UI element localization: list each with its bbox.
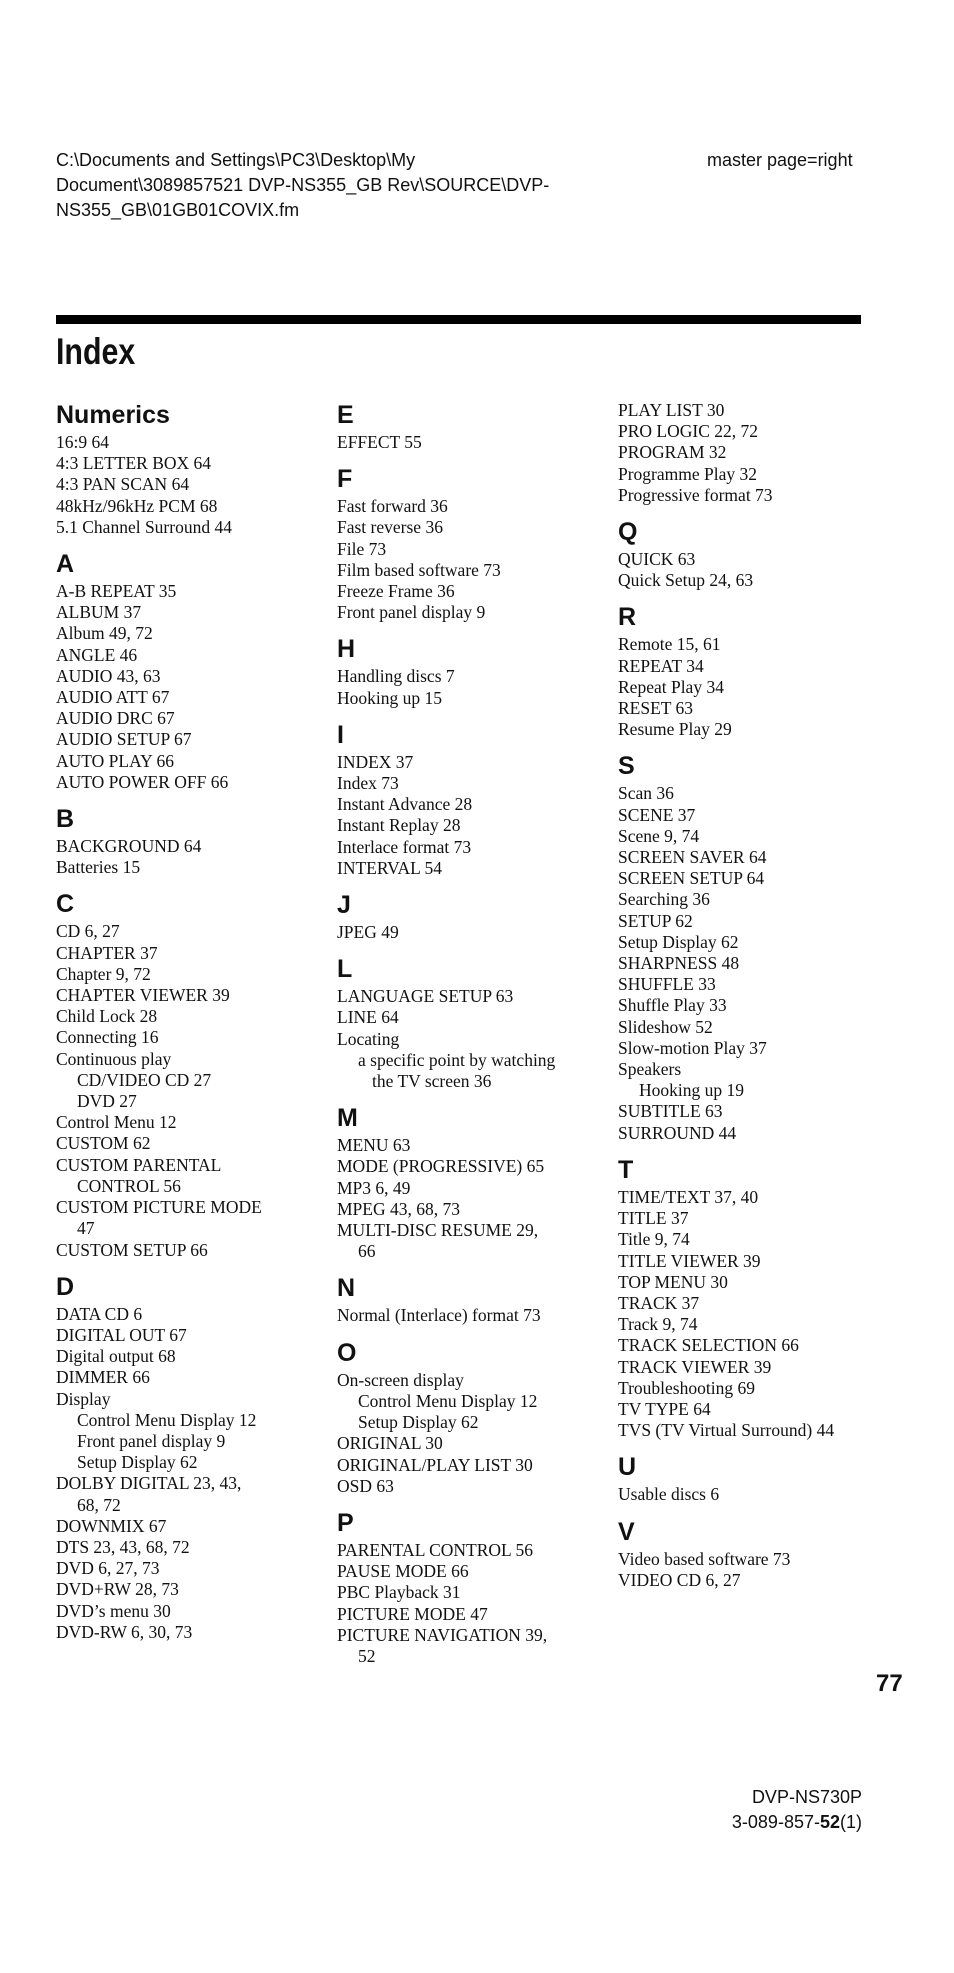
index-entry: TITLE 37 — [618, 1208, 689, 1229]
index-entry: Front panel display 9 — [77, 1430, 226, 1451]
index-entry: ALBUM 37 — [56, 602, 142, 623]
index-entry: SCREEN SETUP 64 — [618, 868, 765, 889]
section-heading: F — [337, 465, 353, 494]
index-entry: File 73 — [337, 538, 387, 559]
section-heading: M — [337, 1104, 358, 1133]
index-entry: Video based software 73 — [618, 1548, 791, 1569]
index-entry: SHUFFLE 33 — [618, 974, 716, 995]
index-entry: AUDIO SETUP 67 — [56, 729, 192, 750]
index-entry: AUTO PLAY 66 — [56, 750, 174, 771]
index-entry: Remote 15, 61 — [618, 634, 721, 655]
index-entry: Troubleshooting 69 — [618, 1377, 755, 1398]
index-entry: PROGRAM 32 — [618, 442, 727, 463]
index-entry: Instant Advance 28 — [337, 794, 473, 815]
index-entry: AUDIO 43, 63 — [56, 665, 161, 686]
index-entry: a specific point by watching — [358, 1049, 556, 1070]
index-entry: Usable discs 6 — [618, 1484, 720, 1505]
index-entry: CHAPTER 37 — [56, 942, 158, 963]
index-entry: 48kHz/96kHz PCM 68 — [56, 495, 218, 516]
index-entry: Programme Play 32 — [618, 463, 758, 484]
index-entry: DTS 23, 43, 68, 72 — [56, 1536, 190, 1557]
index-entry: Fast forward 36 — [337, 496, 448, 517]
index-section — [337, 890, 602, 943]
index-entry: LANGUAGE SETUP 63 — [337, 986, 514, 1007]
index-section — [56, 1272, 321, 1643]
index-entry: Resume Play 29 — [618, 719, 732, 740]
index-entry: CUSTOM PARENTAL — [56, 1154, 222, 1175]
index-entry: DIMMER 66 — [56, 1367, 150, 1388]
index-entry: Film based software 73 — [337, 559, 501, 580]
index-entry: RESET 63 — [618, 698, 694, 719]
index-entry: the TV screen 36 — [372, 1071, 492, 1092]
index-entry: TV TYPE 64 — [618, 1398, 711, 1419]
section-heading: T — [618, 1155, 634, 1184]
index-entry: Progressive format 73 — [618, 484, 773, 505]
index-entry: TOP MENU 30 — [618, 1271, 728, 1292]
section-heading: P — [337, 1508, 354, 1537]
index-entry: Shuffle Play 33 — [618, 995, 727, 1016]
index-entry: 47 — [77, 1218, 95, 1239]
index-entry: MENU 63 — [337, 1135, 411, 1156]
index-entry: MPEG 43, 68, 73 — [337, 1198, 460, 1219]
index-entry: TITLE VIEWER 39 — [618, 1250, 761, 1271]
index-column-1 — [56, 400, 321, 1654]
index-entry: 4:3 LETTER BOX 64 — [56, 453, 212, 474]
index-entry: SHARPNESS 48 — [618, 953, 740, 974]
index-section — [618, 1452, 883, 1505]
index-entry: AUDIO DRC 67 — [56, 708, 175, 729]
footer-model: DVP-NS730P — [751, 1787, 862, 1807]
index-entry: QUICK 63 — [618, 549, 696, 570]
footer — [732, 1785, 862, 1835]
index-entry: Quick Setup 24, 63 — [618, 570, 754, 591]
index-entry: ANGLE 46 — [56, 644, 138, 665]
index-entry: BACKGROUND 64 — [56, 836, 202, 857]
section-heading: N — [337, 1274, 356, 1303]
index-entry: TRACK VIEWER 39 — [618, 1356, 772, 1377]
index-entry: Searching 36 — [618, 889, 710, 910]
index-entry: Slideshow 52 — [618, 1016, 713, 1037]
index-entry: Fast reverse 36 — [337, 517, 443, 538]
index-entry: CONTROL 56 — [77, 1175, 181, 1196]
index-entry: CD/VIDEO CD 27 — [77, 1069, 212, 1090]
index-entry: Digital output 68 — [56, 1346, 176, 1367]
index-entry: DIGITAL OUT 67 — [56, 1324, 187, 1345]
index-section — [618, 517, 883, 591]
header-file-path — [56, 148, 616, 223]
index-entry: Normal (Interlace) format 73 — [337, 1305, 541, 1326]
index-entry: LINE 64 — [337, 1007, 399, 1028]
index-section — [56, 400, 321, 538]
section-heading: I — [337, 720, 344, 749]
index-entry: PARENTAL CONTROL 56 — [337, 1539, 533, 1560]
index-entry: PICTURE MODE 47 — [337, 1603, 488, 1624]
index-entry: ORIGINAL 30 — [337, 1433, 443, 1454]
index-entry: SCREEN SAVER 64 — [618, 847, 767, 868]
index-entry: TIME/TEXT 37, 40 — [618, 1186, 759, 1207]
index-entry: Setup Display 62 — [618, 931, 739, 952]
index-entry: Connecting 16 — [56, 1027, 159, 1048]
index-entry: Chapter 9, 72 — [56, 963, 151, 984]
index-entry: DVD 6, 27, 73 — [56, 1558, 160, 1579]
index-entry: PBC Playback 31 — [337, 1582, 461, 1603]
header-path-line: C:\Documents and Settings\PC3\Desktop\My — [56, 150, 416, 170]
index-entry: On-screen display — [337, 1369, 464, 1390]
footer-code-suffix: (1) — [840, 1812, 862, 1832]
page-number: 77 — [876, 1670, 903, 1697]
index-section — [337, 464, 602, 623]
index-entry: Track 9, 74 — [618, 1314, 698, 1335]
section-heading: A — [56, 550, 75, 579]
index-entry: Locating — [337, 1028, 400, 1049]
index-entry: TRACK SELECTION 66 — [618, 1335, 799, 1356]
index-column-3 — [618, 400, 883, 1602]
section-heading: D — [56, 1272, 75, 1301]
index-entry: OSD 63 — [337, 1475, 394, 1496]
index-entry: ORIGINAL/PLAY LIST 30 — [337, 1454, 533, 1475]
index-entry: Front panel display 9 — [337, 602, 486, 623]
index-section — [56, 549, 321, 793]
index-entry: PICTURE NAVIGATION 39, — [337, 1624, 548, 1645]
section-heading: V — [618, 1517, 635, 1546]
index-entry: MULTI-DISC RESUME 29, — [337, 1220, 539, 1241]
index-entry: Scan 36 — [618, 783, 674, 804]
index-section — [337, 1273, 602, 1326]
index-entry: CUSTOM PICTURE MODE — [56, 1197, 262, 1218]
index-entry: Index 73 — [337, 773, 399, 794]
index-entry: Freeze Frame 36 — [337, 581, 455, 602]
index-entry: EFFECT 55 — [337, 432, 422, 452]
index-entry: Instant Replay 28 — [337, 815, 461, 836]
index-entry: MP3 6, 49 — [337, 1177, 411, 1198]
index-entry: TRACK 37 — [618, 1292, 700, 1313]
index-entry: Interlace format 73 — [337, 836, 472, 857]
index-entry: Display — [56, 1388, 111, 1409]
index-entry: DVD 27 — [77, 1091, 137, 1112]
index-entry: Scene 9, 74 — [618, 825, 700, 846]
index-entry: JPEG 49 — [337, 922, 399, 943]
index-entry: 5.1 Channel Surround 44 — [56, 516, 232, 537]
index-entry: CD 6, 27 — [56, 921, 120, 942]
index-entry: DVD’s menu 30 — [56, 1600, 171, 1621]
index-entry: Control Menu Display 12 — [358, 1390, 538, 1411]
footer-code-prefix: 3-089-857- — [731, 1812, 820, 1832]
index-entry: AUTO POWER OFF 66 — [56, 771, 229, 792]
section-heading: C — [56, 890, 75, 919]
index-entry: DVD+RW 28, 73 — [56, 1579, 179, 1600]
index-entry: INTERVAL 54 — [337, 857, 443, 878]
index-entry: Handling discs 7 — [337, 666, 455, 687]
index-entry: PRO LOGIC 22, 72 — [618, 421, 759, 442]
index-entry: SUBTITLE 63 — [618, 1101, 723, 1122]
section-heading: O — [337, 1338, 357, 1367]
index-entry: Continuous play — [56, 1048, 172, 1069]
index-column-2 — [337, 400, 602, 1678]
header-path-line: Document\3089857521 DVP-NS355_GB Rev\SOURCE\DVP- — [56, 175, 550, 195]
index-entry: DVD-RW 6, 30, 73 — [56, 1621, 193, 1642]
index-section — [337, 954, 602, 1092]
section-heading: Numerics — [56, 401, 170, 429]
section-heading: E — [337, 401, 354, 429]
index-entry: Batteries 15 — [56, 857, 141, 878]
index-entry: Speakers — [618, 1059, 682, 1080]
index-section — [618, 1155, 883, 1441]
section-heading: L — [337, 955, 353, 984]
section-heading: H — [337, 635, 356, 664]
index-section — [337, 634, 602, 708]
index-entry: 66 — [358, 1241, 376, 1262]
index-entry: Repeat Play 34 — [618, 676, 724, 697]
index-entry: Slow-motion Play 37 — [618, 1037, 767, 1058]
index-entry: TVS (TV Virtual Surround) 44 — [618, 1420, 835, 1441]
section-heading: R — [618, 603, 637, 632]
index-entry: DOLBY DIGITAL 23, 43, — [56, 1473, 242, 1494]
index-entry: 68, 72 — [77, 1494, 121, 1515]
section-heading: B — [56, 805, 75, 834]
index-entry: Control Menu 12 — [56, 1112, 177, 1133]
section-heading: U — [618, 1453, 637, 1482]
index-entry: INDEX 37 — [337, 751, 414, 772]
master-page-label: master page=right — [707, 150, 853, 170]
index-entry: SURROUND 44 — [618, 1122, 737, 1143]
index-section — [337, 1103, 602, 1262]
index-entry: 16:9 64 — [56, 432, 109, 452]
index-entry: 4:3 PAN SCAN 64 — [56, 474, 190, 495]
index-entry: Setup Display 62 — [77, 1452, 198, 1473]
index-entry: Hooking up 15 — [337, 687, 442, 708]
index-section — [337, 400, 602, 453]
index-section — [56, 804, 321, 878]
index-entry: Control Menu Display 12 — [77, 1409, 257, 1430]
index-section — [337, 1338, 602, 1497]
index-entry: A-B REPEAT 35 — [56, 581, 177, 602]
page-title: Index — [56, 331, 136, 372]
index-entry: Hooking up 19 — [639, 1080, 744, 1101]
index-entry: VIDEO CD 6, 27 — [618, 1569, 741, 1590]
index-section — [337, 720, 602, 879]
index-section — [618, 400, 883, 506]
index-entry: Setup Display 62 — [358, 1412, 479, 1433]
index-section — [56, 889, 321, 1260]
index-entry: CUSTOM SETUP 66 — [56, 1239, 208, 1260]
index-entry: SETUP 62 — [618, 910, 693, 931]
footer-code-bold: 52 — [819, 1812, 840, 1832]
index-section — [618, 751, 883, 1143]
index-entry: PAUSE MODE 66 — [337, 1561, 469, 1582]
index-entry: Album 49, 72 — [56, 623, 153, 644]
index-entry: AUDIO ATT 67 — [56, 687, 170, 708]
footer-code — [732, 1810, 862, 1835]
index-section — [337, 1508, 602, 1667]
index-section — [618, 1517, 883, 1591]
section-heading: Q — [618, 518, 638, 547]
index-entry: CUSTOM 62 — [56, 1133, 151, 1154]
title-rule — [56, 315, 861, 324]
index-entry: DATA CD 6 — [56, 1303, 143, 1324]
index-entry: SCENE 37 — [618, 804, 696, 825]
index-entry: PLAY LIST 30 — [618, 400, 725, 420]
header-path-line: NS355_GB\01GB01COVIX.fm — [56, 200, 300, 220]
section-heading: J — [337, 891, 351, 920]
index-entry: CHAPTER VIEWER 39 — [56, 985, 230, 1006]
index-entry: 52 — [358, 1645, 376, 1666]
index-entry: REPEAT 34 — [618, 655, 704, 676]
index-entry: DOWNMIX 67 — [56, 1515, 167, 1536]
index-entry: MODE (PROGRESSIVE) 65 — [337, 1156, 545, 1177]
index-entry: Title 9, 74 — [618, 1229, 690, 1250]
index-entry: Child Lock 28 — [56, 1006, 158, 1027]
index-section — [618, 602, 883, 740]
section-heading: S — [618, 752, 635, 781]
